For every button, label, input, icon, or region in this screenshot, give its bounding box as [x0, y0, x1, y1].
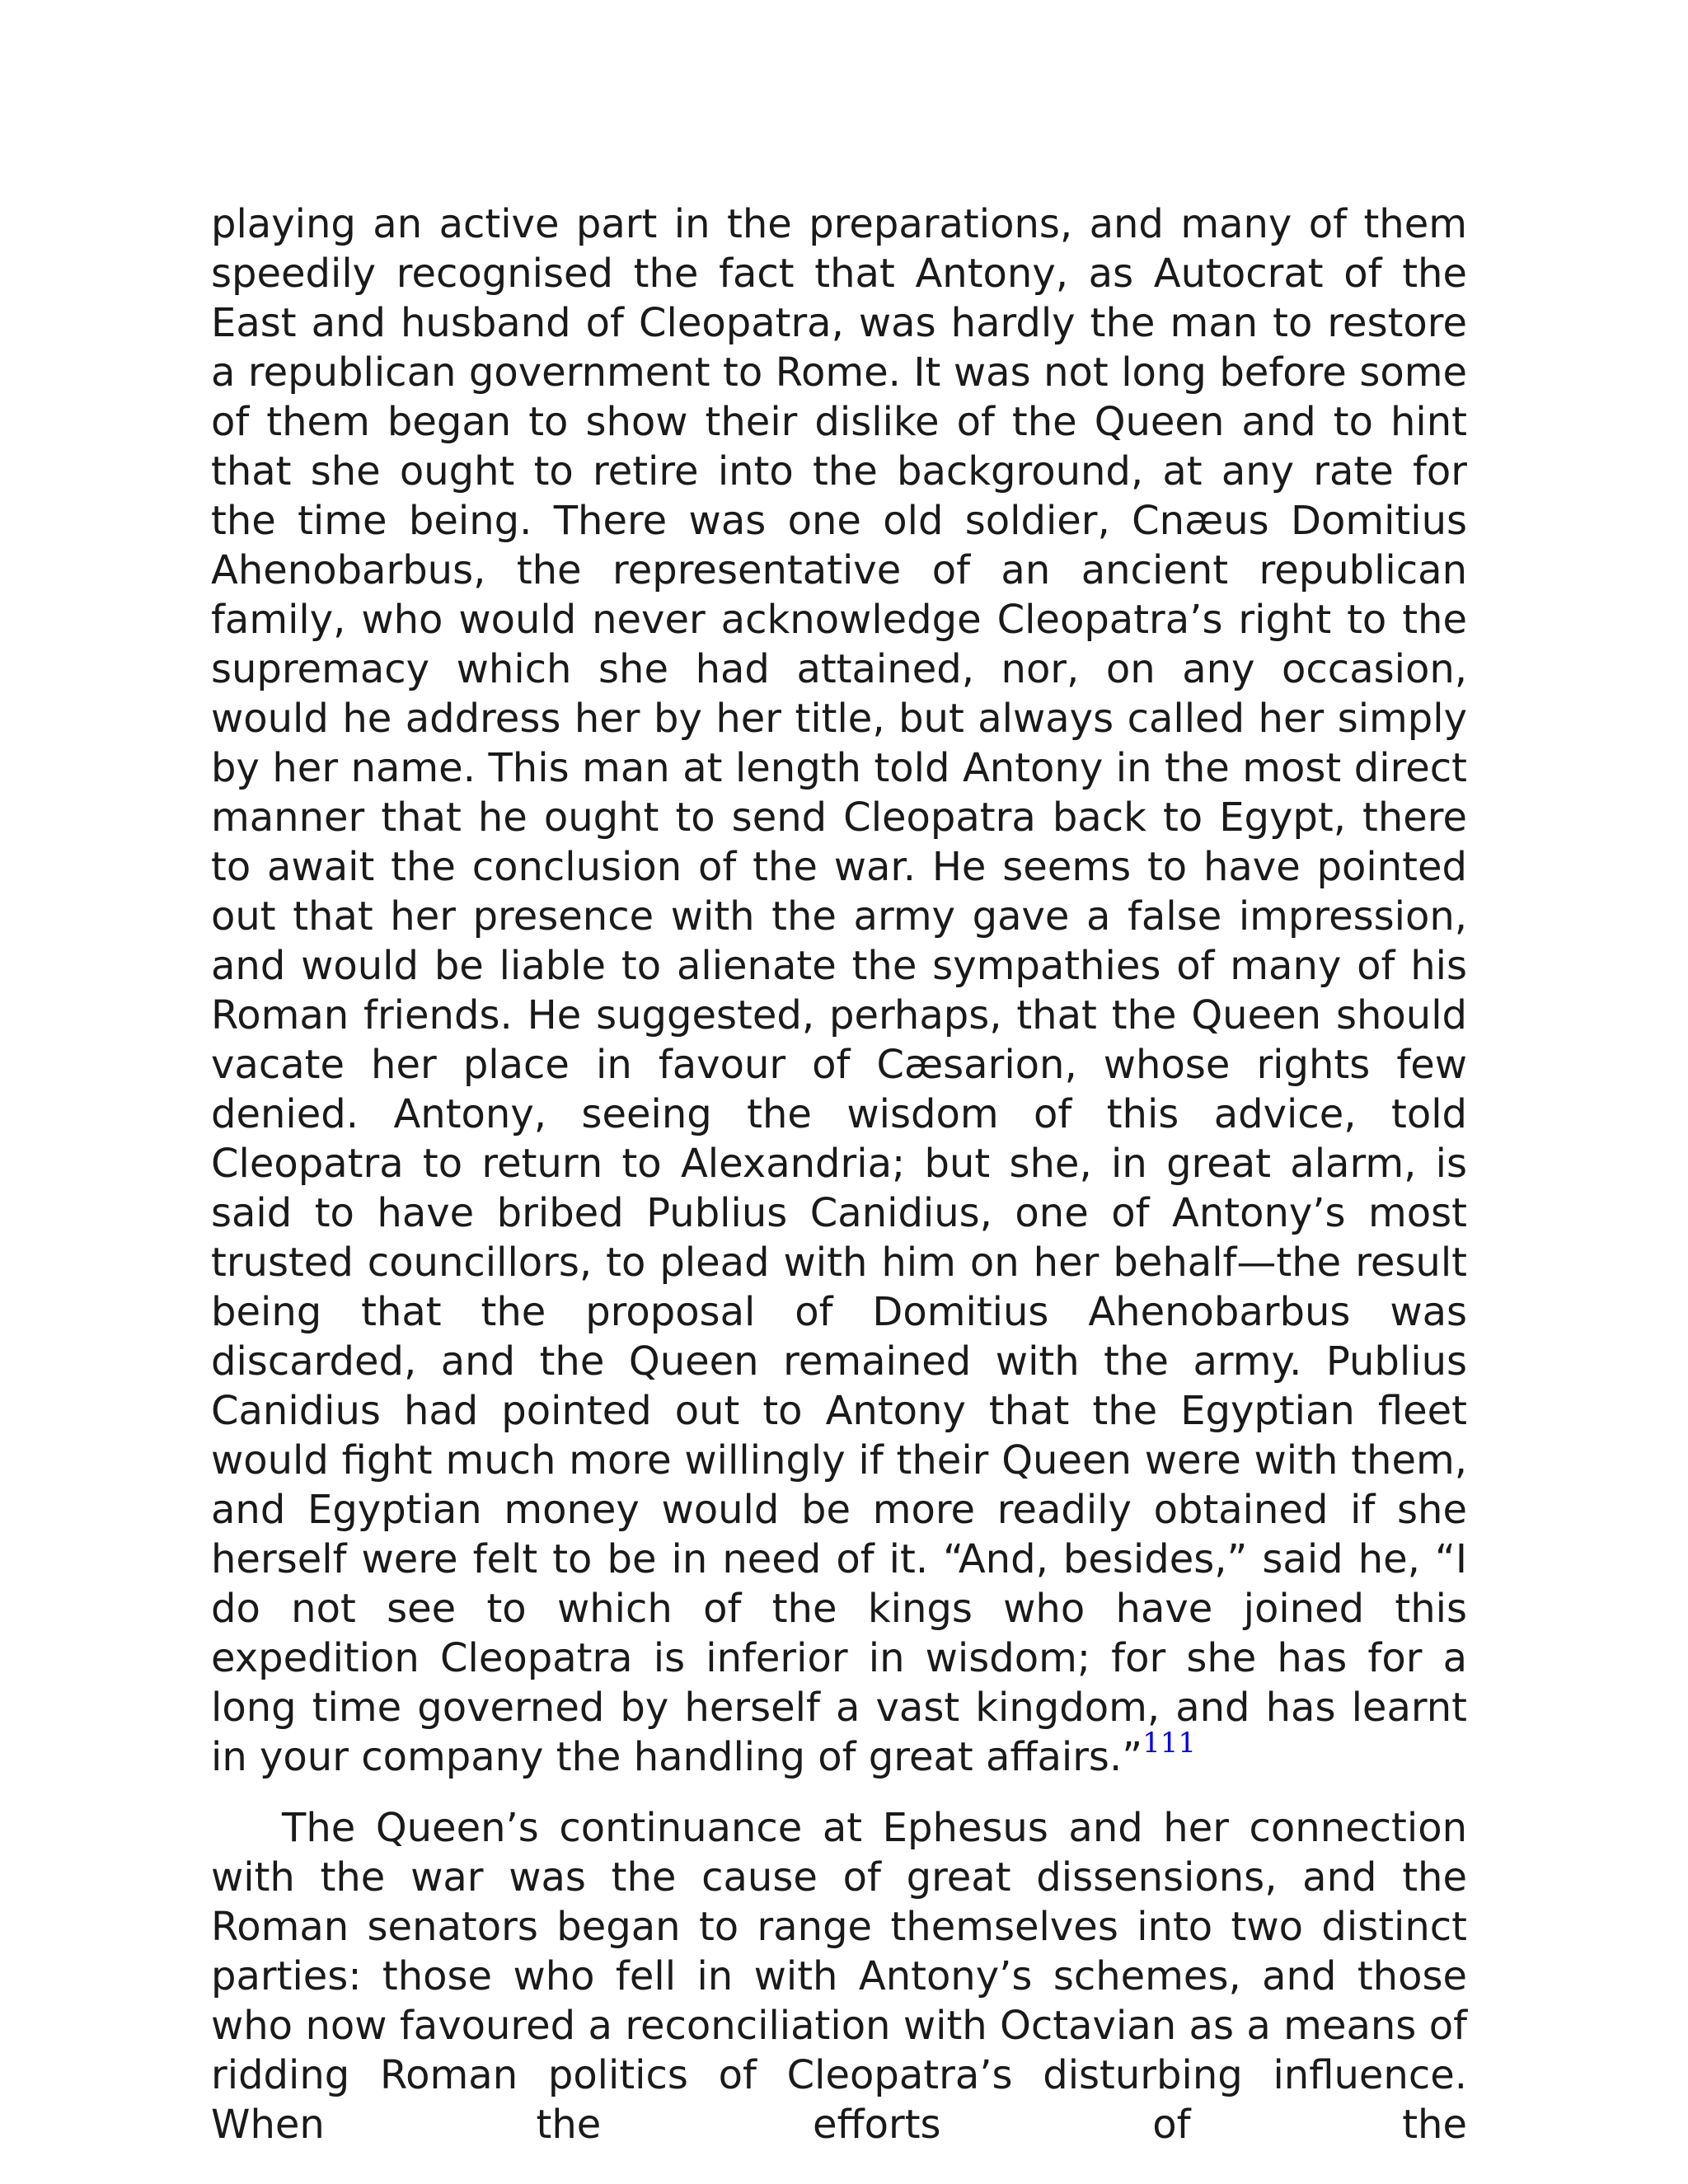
paragraph — [211, 1803, 1467, 2149]
footnote-reference-link[interactable]: 111 — [1142, 1727, 1196, 1760]
page-body — [211, 199, 1467, 2149]
paragraph-text: The Queen’s continuance at Ephesus and her connection with the war was the cause of great dissensions, and the Roman senators began to range themselves into two distinct parties: those who fell in with Antony’s schemes, and those who now favoured a reconciliation with Octavian as a means of ridding Roman politics of Cleopatra’s disturbing influence. When the efforts of the — [211, 1805, 1467, 2148]
paragraph-text: playing an active part in the preparations, and many of them speedily recognised the fact that Antony, as Autocrat of the East and husband of Cleopatra, was hardly the man to restore a republican government to Rome. It was not long before some of them began to show their dislike of the Queen and to hint that she ought to retire into the background, at any rate for the time being. There was one old soldier, Cnæus Domitius Ahenobarbus, the representative of an ancient republican family, who would never acknowledge Cleopatra’s right to the supremacy which she had attained, nor, on any occasion, would he address her by her title, but always called her simply by her name. This man at length told Antony in the most direct manner that he ought to send Cleopatra back to Egypt, there to await the conclusion of the war. He seems to have pointed out that her presence with the army gave a false impression, and would be liable to alienate the sympathies of many of his Roman friends. He suggested, perhaps, that the Queen should vacate her place in favour of Cæsarion, whose rights few denied. Antony, seeing the wisdom of this advice, told Cleopatra to return to Alexandria; but she, in great alarm, is said to have bribed Publius Canidius, one of Antony’s most trusted councillors, to plead with him on her behalf—the result being that the proposal of Domitius Ahenobarbus was discarded, and the Queen remained with the army. Publius Canidius had pointed out to Antony that the Egyptian fleet would fight much more willingly if their Queen were with them, and Egyptian money would be more readily obtained if she herself were felt to be in need of it. “And, besides,” said he, “I do not see to which of the kings who have joined this expedition Cleopatra is inferior in wisdom; for she has for a long time governed by herself a vast kingdom, and has learnt in your company the handling of great affairs.” — [211, 201, 1467, 1780]
paragraph — [211, 199, 1467, 1782]
